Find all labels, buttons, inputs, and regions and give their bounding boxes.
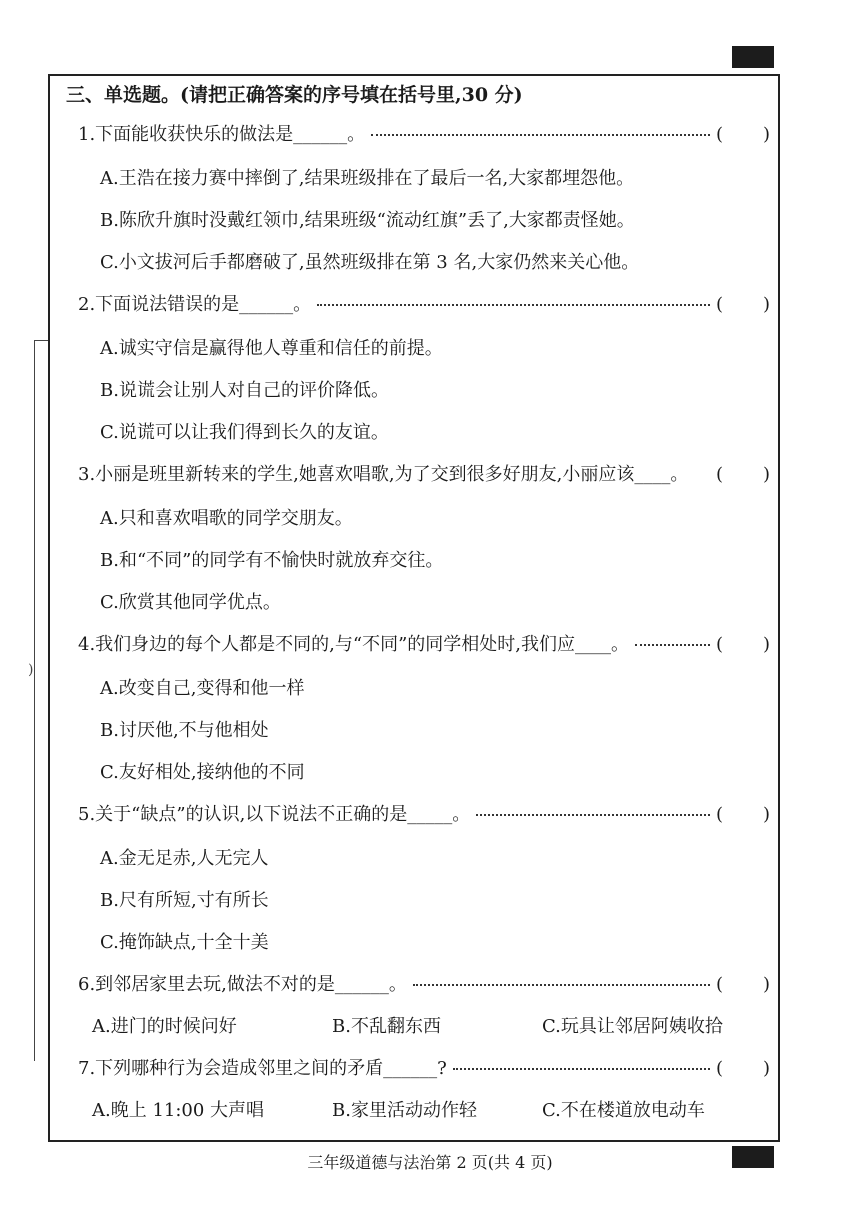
section-title: 三、单选题。(请把正确答案的序号填在括号里,30 分) [66,84,523,106]
question-stem: 3.小丽是班里新转来的学生,她喜欢唱歌,为了交到很多好朋友,小丽应该____。 [78,464,689,485]
option: A.进门的时候问好 [92,1016,237,1037]
question-1 [78,122,770,148]
option: A.诚实守信是赢得他人尊重和信任的前提。 [100,338,443,359]
binding-margin-bracket [34,340,49,1061]
answer-blank[interactable]: ( ) [716,804,770,825]
answer-blank[interactable]: ( ) [716,464,770,485]
option: B.不乱翻东西 [332,1016,441,1037]
answer-blank[interactable]: ( ) [716,294,770,315]
option: B.说谎会让别人对自己的评价降低。 [100,380,389,401]
option: C.不在楼道放电动车 [542,1100,705,1121]
option: B.家里活动动作轻 [332,1100,477,1121]
registration-mark-top [732,46,774,68]
option: A.改变自己,变得和他一样 [100,678,305,699]
question-6 [78,972,770,998]
leader-dots [453,1068,710,1070]
option: C.玩具让邻居阿姨收拾 [542,1016,723,1037]
answer-blank[interactable]: ( ) [716,974,770,995]
leader-dots [635,644,710,646]
question-stem: 7.下列哪种行为会造成邻里之间的矛盾______? [78,1058,447,1079]
option: B.陈欣升旗时没戴红领巾,结果班级“流动红旗”丢了,大家都责怪她。 [100,210,635,231]
options-row [92,1098,772,1124]
option: A.金无足赤,人无完人 [100,848,269,869]
option: A.晚上 11:00 大声唱 [92,1100,265,1121]
leader-dots [371,134,710,136]
option: B.尺有所短,寸有所长 [100,890,269,911]
option: C.掩饰缺点,十全十美 [100,932,269,953]
option: B.和“不同”的同学有不愉快时就放弃交往。 [100,550,444,571]
option: A.只和喜欢唱歌的同学交朋友。 [100,508,353,529]
leader-dots [317,304,710,306]
option: A.王浩在接力赛中摔倒了,结果班级排在了最后一名,大家都埋怨他。 [100,168,635,189]
question-stem: 2.下面说法错误的是______。 [78,294,312,315]
option: C.欣赏其他同学优点。 [100,592,281,613]
answer-blank[interactable]: ( ) [716,124,770,145]
question-5 [78,802,770,828]
question-7 [78,1056,770,1082]
question-4 [78,632,770,658]
question-stem: 5.关于“缺点”的认识,以下说法不正确的是_____。 [78,804,471,825]
question-stem: 4.我们身边的每个人都是不同的,与“不同”的同学相处时,我们应____。 [78,634,630,655]
leader-dots [476,814,710,816]
option: C.友好相处,接纳他的不同 [100,762,305,783]
answer-blank[interactable]: ( ) [716,1058,770,1079]
binding-margin-mark: ) [28,662,34,678]
page-footer: 三年级道德与法治第 2 页(共 4 页) [307,1153,553,1172]
leader-dots [413,984,710,986]
option: B.讨厌他,不与他相处 [100,720,269,741]
answer-blank[interactable]: ( ) [716,634,770,655]
question-stem: 1.下面能收获快乐的做法是______。 [78,124,366,145]
question-stem: 6.到邻居家里去玩,做法不对的是______。 [78,974,407,995]
option: C.小文拔河后手都磨破了,虽然班级排在第 3 名,大家仍然来关心他。 [100,252,640,273]
option: C.说谎可以让我们得到长久的友谊。 [100,422,389,443]
question-3 [78,462,770,488]
options-row [92,1014,772,1040]
question-2 [78,292,770,318]
